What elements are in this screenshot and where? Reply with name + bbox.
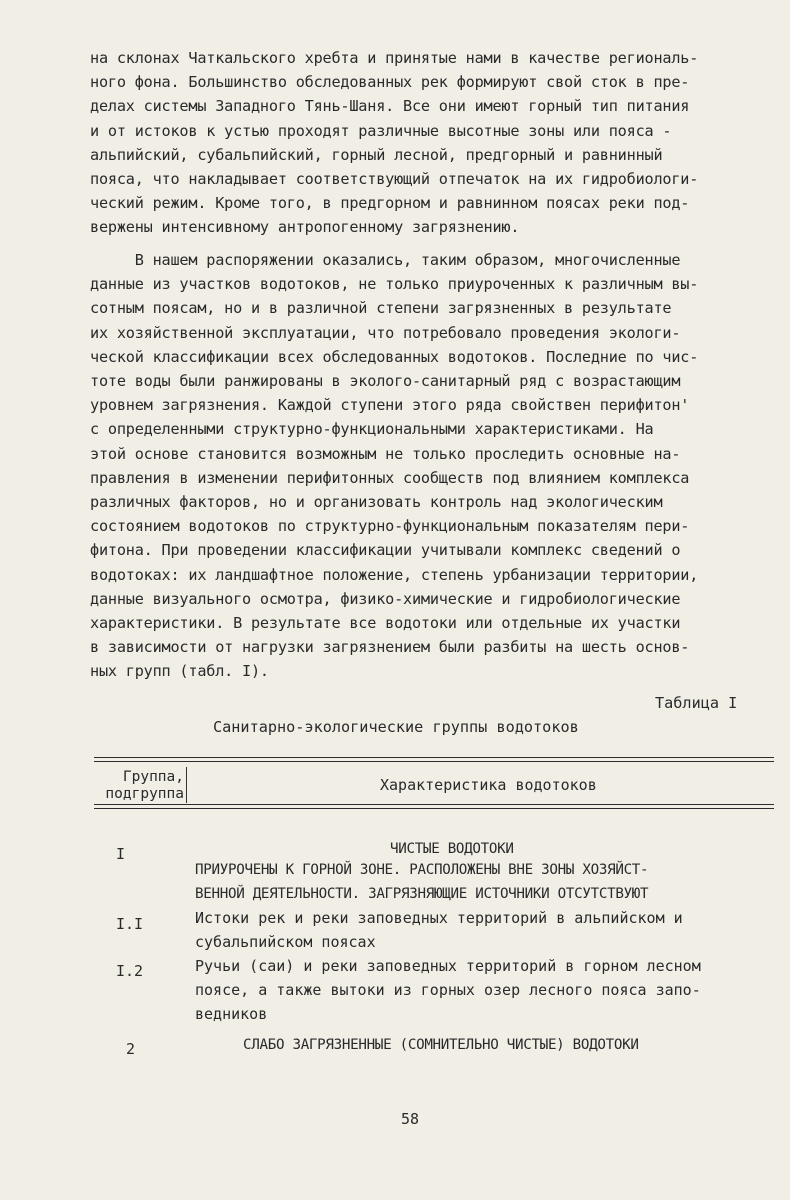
text-line: правления в изменении перифитонных сообществ под влиянием комплекса [90,468,690,487]
group-code: 2 [126,1040,136,1058]
table-title: Санитарно-экологические группы водотоков [213,718,579,736]
subgroup-code: I.2 [116,962,144,980]
text-line: состоянием водотоков по структурно-функциональным показателям пери- [90,517,690,536]
header-text: Группа, [122,769,184,785]
text-line: делах системы Западного Тянь-Шаня. Все они имеют горный тип питания [90,97,690,116]
header-text: подгруппа [105,786,184,802]
table-cell-line: СЛАБО ЗАГРЯЗНЕННЫЕ (СОМНИТЕЛЬНО ЧИСТЫЕ) ВОДОТОКИ [243,1037,639,1053]
text-line: ческий режим. Кроме того, в предгорном и равнинном поясах реки под- [90,194,690,213]
table-cell-line: ведников [195,1004,268,1023]
text-line: тоте воды были ранжированы в эколого-санитарный ряд с возрастающим [90,372,681,391]
table-cell-line: ЧИСТЫЕ ВОДОТОКИ [390,841,514,857]
table-cell-line: Ручьи (саи) и реки заповедных территорий в горном лесном [195,957,701,975]
text-line: ного фона. Большинство обследованных рек формируют свой сток в пре- [90,73,690,92]
text-line: данные визуального осмотра, физико-химические и гидробиологические [90,589,681,608]
group-description [195,859,765,907]
text-line: пояса, что накладывает соответствующий отпечаток на их гидробиологи- [90,170,699,189]
text-line: альпийский, субальпийский, горный лесной, предгорный и равнинный [90,145,663,164]
table-cell-line: ВЕННОЙ ДЕЯТЕЛЬНОСТИ. ЗАГРЯЗНЯЮЩИЕ ИСТОЧНИКИ ОТСУТСТВУЮТ [195,885,649,902]
text-line: ческой классификации всех обследованных водотоков. Последние по чис- [90,347,699,366]
text-line: на склонах Чаткальского хребта и принятые нами в качестве региональ- [90,49,699,67]
text-line: водотоках: их ландшафтное положение, степень урбанизации территории, [90,565,699,584]
table-rule [94,808,774,809]
table-cell-line: поясе, а также вытоки из горных озер лесного пояса запо- [195,980,701,999]
text-line: различных факторов, но и организовать контроль над экологическим [90,493,663,512]
table-rule [94,761,774,762]
table-cell-line: ПРИУРОЧЕНЫ К ГОРНОЙ ЗОНЕ. РАСПОЛОЖЕНЫ ВНЕ ЗОНЫ ХОЗЯЙСТ- [195,862,649,878]
column-separator [186,767,187,803]
text-line: с определенными структурно-функциональными характеристиками. На [90,420,654,439]
text-line: в зависимости от нагрузки загрязнением были разбиты на шесть основ- [90,638,690,657]
paragraph-2 [90,248,755,684]
text-line: В нашем распоряжении оказались, таким образом, многочисленные [90,251,681,269]
text-line: фитона. При проведении классификации учитывали комплекс сведений о [90,541,681,560]
text-line: данные из участков водотоков, не только приуроченных к различным вы- [90,275,699,294]
table-cell-line: Истоки рек и реки заповедных территорий в альпийском и [195,909,683,927]
text-line: сотным поясам, но и в различной степени загрязненных в результате [90,299,672,318]
table-rule [94,804,774,805]
text-line: ных групп (табл. I). [90,662,269,681]
group-title [243,1034,790,1058]
header-group-column [94,769,184,803]
page-number: 58 [401,1110,420,1128]
text-line: этой основе становится возможным не только проследить основные на- [90,444,681,463]
subgroup-description [195,907,765,955]
table-rule [94,757,774,758]
group-code: I [116,845,126,863]
paragraph-1 [90,46,755,240]
header-characteristic-column: Характеристика водотоков [380,776,597,794]
table-cell-line: субальпийском поясах [195,932,376,951]
text-line: характеристики. В результате все водотоки или отдельные их участки [90,614,681,633]
table-number: Таблица I [655,694,738,712]
text-line: и от истоков к устью проходят различные высотные зоны или пояса - [90,121,672,140]
text-line: вержены интенсивному антропогенному загрязнению. [90,218,520,237]
text-line: их хозяйственной эксплуатации, что потребовало проведения экологи- [90,323,681,342]
subgroup-description [195,955,765,1026]
subgroup-code: I.I [116,915,144,933]
text-line: уровнем загрязнения. Каждой ступени этого ряда свойствен перифитон' [90,396,690,415]
